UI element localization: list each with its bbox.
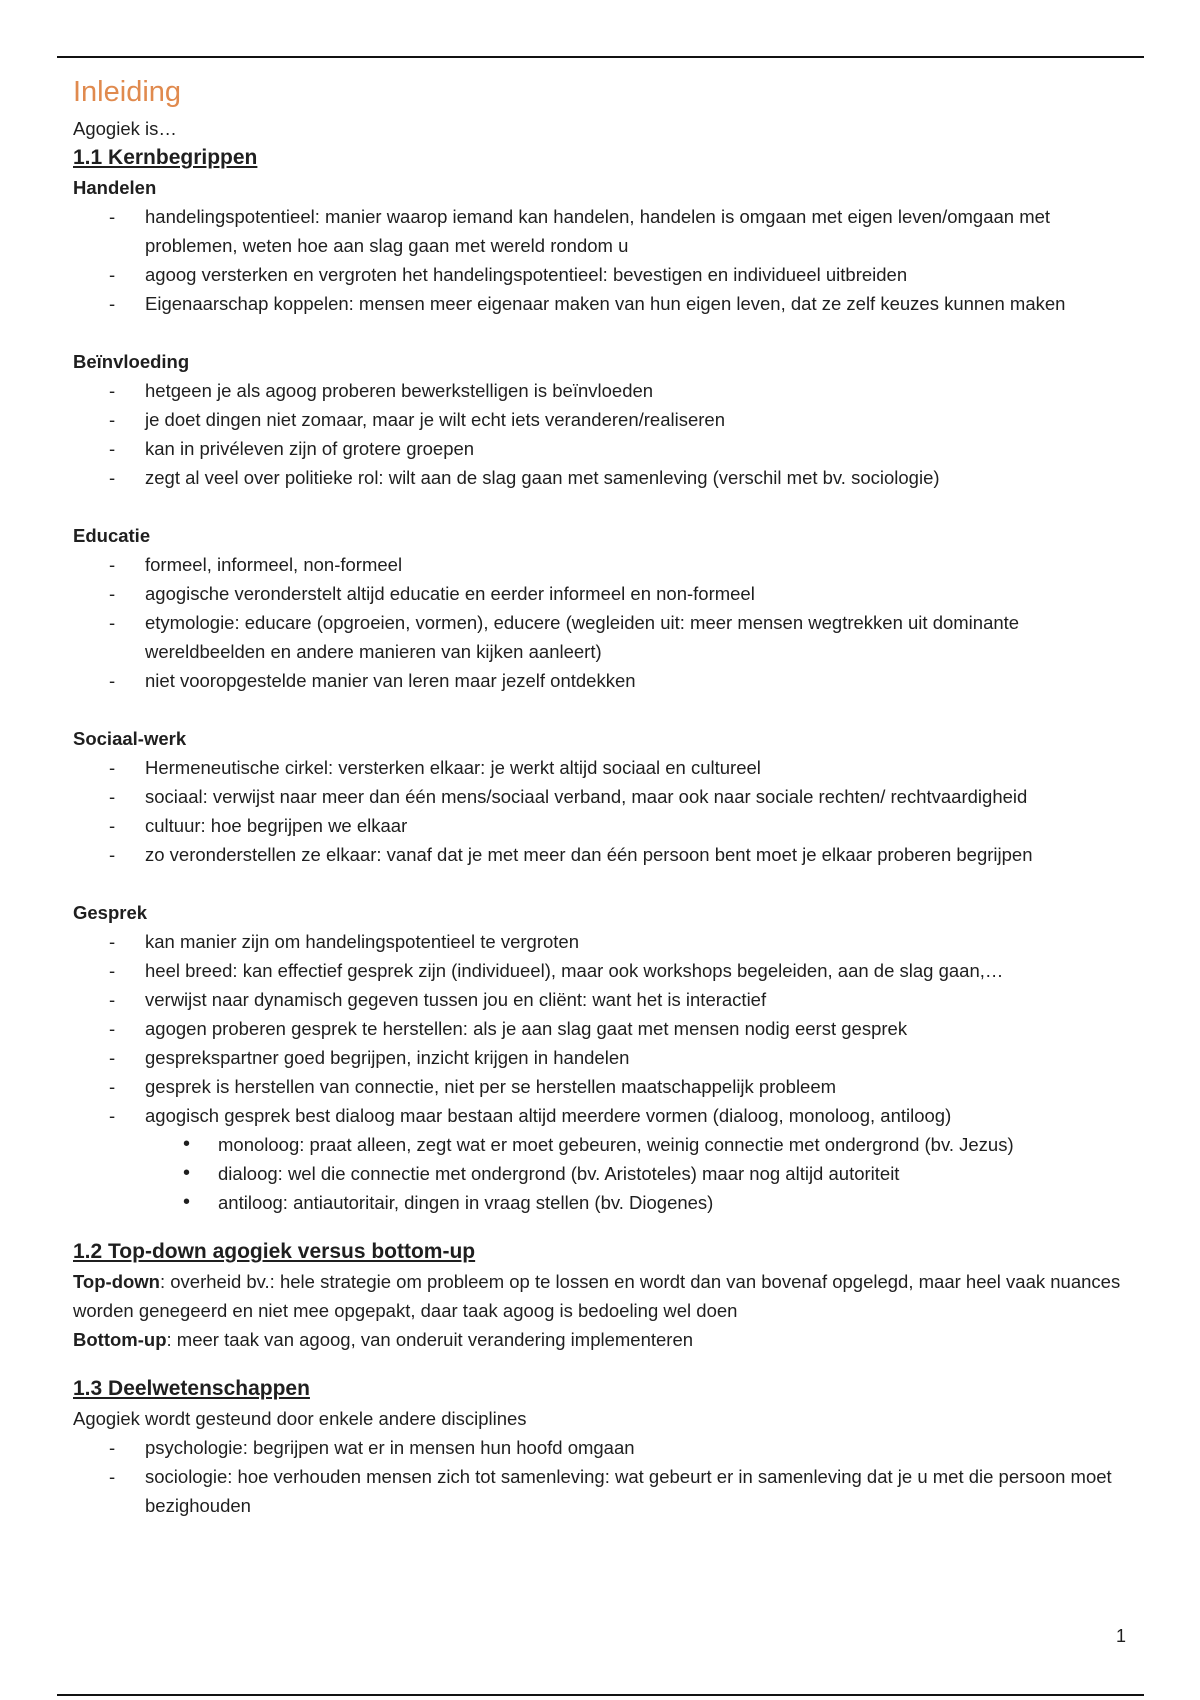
bottomup-label: Bottom-up [73,1329,167,1350]
list-item: - agogen proberen gesprek te herstellen: als je aan slag gaat met mensen nodig eerst gesprek [73,1014,1133,1043]
list-item: - niet vooropgestelde manier van leren maar jezelf ontdekken [73,666,1133,695]
topdown-label: Top-down [73,1271,160,1292]
bottomup-text: : meer taak van agoog, van onderuit verandering implementeren [166,1329,694,1350]
list-item: - formeel, informeel, non-formeel [73,550,1133,579]
list-beinvloeding [73,376,1133,492]
list-deelwetenschappen [73,1433,1133,1520]
list-item: - zo veronderstellen ze elkaar: vanaf dat je met meer dan één persoon bent moet je elkaar proberen begrijpen [73,840,1133,869]
list-item: - agogisch gesprek best dialoog maar bestaan altijd meerdere vormen (dialoog, monoloog, antiloog) [73,1101,1133,1130]
list-item: - gesprek is herstellen van connectie, niet per se herstellen maatschappelijk probleem [73,1072,1133,1101]
list-item: - hetgeen je als agoog proberen bewerkstelligen is beïnvloeden [73,376,1133,405]
list-item: - je doet dingen niet zomaar, maar je wilt echt iets veranderen/realiseren [73,405,1133,434]
document-title: Inleiding [73,76,182,108]
subheading-gesprek: Gesprek [73,902,148,923]
subheading-sociaal-werk: Sociaal-werk [73,728,187,749]
list-handelen [73,202,1133,318]
section-heading-deelwetenschappen: 1.3 Deelwetenschappen [73,1377,310,1400]
list-item: - Hermeneutische cirkel: versterken elkaar: je werkt altijd sociaal en cultureel [73,753,1133,782]
list-item: - cultuur: hoe begrijpen we elkaar [73,811,1133,840]
list-item: - kan in privéleven zijn of grotere groepen [73,434,1133,463]
list-item: - agogische veronderstelt altijd educatie en eerder informeel en non-formeel [73,579,1133,608]
page-number: 1 [1116,1626,1127,1646]
section-heading-top-down: 1.2 Top-down agogiek versus bottom-up [73,1240,476,1263]
list-item: - etymologie: educare (opgroeien, vormen), educere (wegleiden uit: meer mensen wegtrekken uit dominante wereldbeelden en andere manieren van kijken aanleert) [73,608,1133,666]
intro-text: Agogiek is… [73,118,177,139]
document-body [73,72,1133,1520]
list-item: - handelingspotentieel: manier waarop iemand kan handelen, handelen is omgaan met eigen leven/omgaan met problemen, weten hoe aan slag gaan met wereld rondom u [73,202,1133,260]
list-item: - sociaal: verwijst naar meer dan één mens/sociaal verband, maar ook naar sociale rechten/ rechtvaardigheid [73,782,1133,811]
bottomup-paragraph [73,1325,1133,1354]
subheading-handelen: Handelen [73,177,157,198]
topdown-paragraph [73,1267,1133,1325]
list-item: - kan manier zijn om handelingspotentieel te vergroten [73,927,1133,956]
list-gesprek [73,927,1133,1130]
sublist-item: • monoloog: praat alleen, zegt wat er moet gebeuren, weinig connectie met ondergrond (bv. Jezus) [73,1130,1133,1159]
subheading-educatie: Educatie [73,525,151,546]
list-item: - Eigenaarschap koppelen: mensen meer eigenaar maken van hun eigen leven, dat ze zelf keuzes kunnen maken [73,289,1133,318]
list-sociaal-werk [73,753,1133,869]
list-item: - zegt al veel over politieke rol: wilt aan de slag gaan met samenleving (verschil met bv. sociologie) [73,463,1133,492]
header-rule [57,56,1144,58]
footer-rule [57,1694,1144,1696]
list-item: - verwijst naar dynamisch gegeven tussen jou en cliënt: want het is interactief [73,985,1133,1014]
sublist-item: • dialoog: wel die connectie met ondergrond (bv. Aristoteles) maar nog altijd autoriteit [73,1159,1133,1188]
deelwetenschappen-intro: Agogiek wordt gesteund door enkele andere disciplines [73,1408,527,1429]
list-item: - psychologie: begrijpen wat er in mensen hun hoofd omgaan [73,1433,1133,1462]
topdown-text: : overheid bv.: hele strategie om probleem op te lossen en wordt dan van bovenaf opgelegd, maar heel vaak nuances worden genegeerd en niet mee opgepakt, daar taak agoog is bedoeling wel doen [73,1271,1121,1321]
list-educatie [73,550,1133,695]
list-item: - heel breed: kan effectief gesprek zijn (individueel), maar ook workshops begeleiden, aan de slag gaan,… [73,956,1133,985]
list-item: - sociologie: hoe verhouden mensen zich tot samenleving: wat gebeurt er in samenleving dat je u met die persoon moet bezighouden [73,1462,1133,1520]
sublist-item: • antiloog: antiautoritair, dingen in vraag stellen (bv. Diogenes) [73,1188,1133,1217]
section-heading-kernbegrippen: 1.1 Kernbegrippen [73,146,258,169]
subheading-beinvloeding: Beïnvloeding [73,351,190,372]
sublist-gesprek-vormen [73,1130,1133,1217]
list-item: - gesprekspartner goed begrijpen, inzicht krijgen in handelen [73,1043,1133,1072]
list-item: - agoog versterken en vergroten het handelingspotentieel: bevestigen en individueel uitbreiden [73,260,1133,289]
